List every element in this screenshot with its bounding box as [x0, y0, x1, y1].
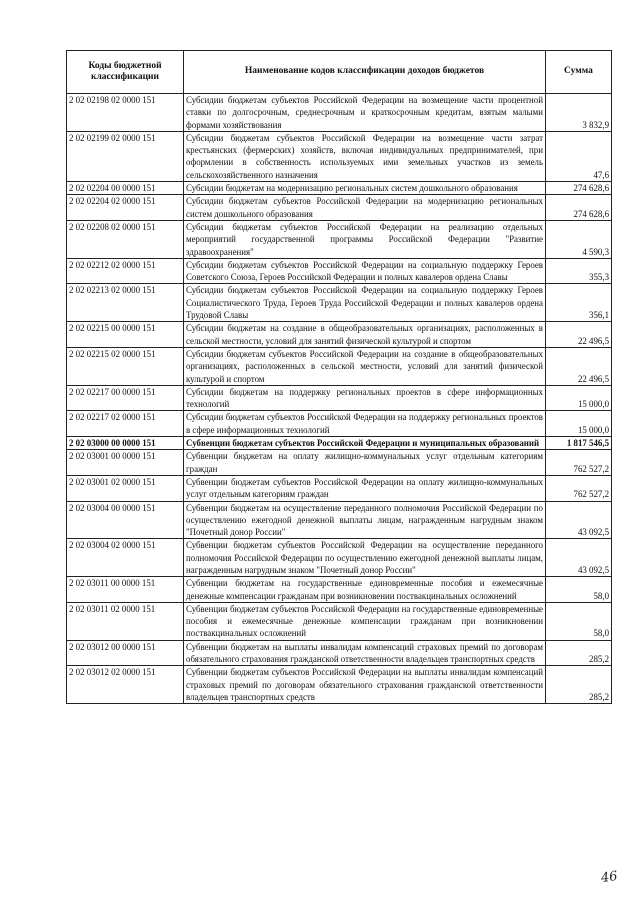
row-name: Субсидии бюджетам субъектов Российской Федерации на возмещение части затрат крестьянских (фермерских) хозяйств, включая индивидуальных предпринимателей, при оформлении в собственность используемых ими земельных участков из земель сельскохозяйственного назначения — [184, 131, 546, 181]
row-sum: 762 527,2 — [546, 475, 612, 501]
row-code: 2 02 02212 02 0000 151 — [67, 258, 184, 284]
row-sum: 355,3 — [546, 258, 612, 284]
row-code: 2 02 02198 02 0000 151 — [67, 94, 184, 132]
row-code: 2 02 03001 00 0000 151 — [67, 450, 184, 476]
row-name: Субсидии бюджетам субъектов Российской Федерации на социальную поддержку Героев Социалистического Труда, Героев Труда Российской Федерации и полных кавалеров ордена Трудовой Славы — [184, 284, 546, 322]
row-name: Субсидии бюджетам субъектов Российской Федерации на поддержку региональных проектов в сфере информационных технологий — [184, 411, 546, 437]
row-name: Субвенции бюджетам субъектов Российской Федерации на выплаты инвалидам компенсаций страховых премий по договорам обязательного страхования гражданской ответственности владельцев транспортных средств — [184, 666, 546, 704]
row-sum: 274 628,6 — [546, 182, 612, 195]
row-code: 2 02 02217 02 0000 151 — [67, 411, 184, 437]
table-row — [67, 195, 612, 221]
table-row — [67, 666, 612, 704]
row-code: 2 02 02215 00 0000 151 — [67, 322, 184, 348]
row-code: 2 02 02204 00 0000 151 — [67, 182, 184, 195]
row-sum: 15 000,0 — [546, 411, 612, 437]
row-name: Субвенции бюджетам на оплату жилищно-коммунальных услуг отдельным категориям граждан — [184, 450, 546, 476]
row-name: Субсидии бюджетам субъектов Российской Федерации на возмещение части процентной ставки по долгосрочным, среднесрочным и краткосрочным кредитам, взятым малыми формами хозяйствования — [184, 94, 546, 132]
budget-classification-table — [66, 50, 612, 704]
row-code: 2 02 03012 02 0000 151 — [67, 666, 184, 704]
table-row — [67, 94, 612, 132]
row-code: 2 02 02208 02 0000 151 — [67, 220, 184, 258]
row-sum: 356,1 — [546, 284, 612, 322]
row-name: Субсидии бюджетам на поддержку региональных проектов в сфере информационных технологий — [184, 385, 546, 411]
row-name: Субвенции бюджетам субъектов Российской Федерации и муниципальных образований — [184, 437, 546, 450]
row-name: Субвенции бюджетам на государственные единовременные пособия и ежемесячные денежные компенсации гражданам при возникновении поствакцинальных осложнений — [184, 577, 546, 603]
row-name: Субсидии бюджетам субъектов Российской Федерации на создание в общеобразовательных организациях, расположенных в сельской местности, условий для занятий физической культурой и спортом — [184, 347, 546, 385]
row-name: Субсидии бюджетам на модернизацию региональных систем дошкольного образования — [184, 182, 546, 195]
row-code: 2 02 02213 02 0000 151 — [67, 284, 184, 322]
table-row — [67, 284, 612, 322]
row-name: Субсидии бюджетам субъектов Российской Федерации на реализацию отдельных мероприятий государственной программы Российской Федерации "Развитие здравоохранения" — [184, 220, 546, 258]
table-row — [67, 501, 612, 539]
table-row — [67, 602, 612, 640]
table-header-row — [67, 51, 612, 94]
row-sum: 47,6 — [546, 131, 612, 181]
row-name: Субсидии бюджетам субъектов Российской Федерации на социальную поддержку Героев Советского Союза, Героев Российской Федерации и полных кавалеров ордена Славы — [184, 258, 546, 284]
row-code: 2 02 02199 02 0000 151 — [67, 131, 184, 181]
row-sum: 762 527,2 — [546, 450, 612, 476]
row-code: 2 02 03000 00 0000 151 — [67, 437, 184, 450]
row-sum: 22 496,5 — [546, 347, 612, 385]
table-row — [67, 322, 612, 348]
table-row — [67, 258, 612, 284]
table-row — [67, 437, 612, 450]
table-row — [67, 411, 612, 437]
row-sum: 285,2 — [546, 666, 612, 704]
table-row — [67, 475, 612, 501]
row-code: 2 02 03012 00 0000 151 — [67, 640, 184, 666]
row-name: Субсидии бюджетам субъектов Российской Федерации на модернизацию региональных систем дошкольного образования — [184, 195, 546, 221]
table-row — [67, 220, 612, 258]
row-name: Субвенции бюджетам на выплаты инвалидам компенсаций страховых премий по договорам обязательного страхования гражданской ответственности владельцев транспортных средств — [184, 640, 546, 666]
row-sum: 15 000,0 — [546, 385, 612, 411]
row-sum: 43 092,5 — [546, 501, 612, 539]
row-name: Субвенции бюджетам на осуществление переданного полномочия Российской Федерации по осуществлению ежегодной денежной выплаты лицам, награжденным нагрудным знаком "Почетный донор России" — [184, 501, 546, 539]
row-code: 2 02 03011 02 0000 151 — [67, 602, 184, 640]
table-row — [67, 450, 612, 476]
row-code: 2 02 03004 02 0000 151 — [67, 539, 184, 577]
row-code: 2 02 02215 02 0000 151 — [67, 347, 184, 385]
row-sum: 3 832,9 — [546, 94, 612, 132]
page-number: 46 — [600, 868, 619, 887]
row-sum: 58,0 — [546, 602, 612, 640]
row-code: 2 02 03004 00 0000 151 — [67, 501, 184, 539]
row-code: 2 02 03011 00 0000 151 — [67, 577, 184, 603]
header-name: Наименование кодов классификации доходов бюджетов — [184, 51, 546, 94]
row-name: Субсидии бюджетам на создание в общеобразовательных организациях, расположенных в сельской местности, условий для занятий физической культурой и спортом — [184, 322, 546, 348]
row-sum: 43 092,5 — [546, 539, 612, 577]
row-name: Субвенции бюджетам субъектов Российской Федерации на осуществление переданного полномочия Российской Федерации по осуществлению ежегодной денежной выплаты лицам, награжденным нагрудным знаком "Почетный донор России" — [184, 539, 546, 577]
row-code: 2 02 03001 02 0000 151 — [67, 475, 184, 501]
budget-table-sheet — [66, 50, 611, 704]
row-sum: 285,2 — [546, 640, 612, 666]
table-row — [67, 539, 612, 577]
row-sum: 22 496,5 — [546, 322, 612, 348]
table-row — [67, 131, 612, 181]
row-sum: 4 590,3 — [546, 220, 612, 258]
header-code: Коды бюджетной классификации — [67, 51, 184, 94]
row-sum: 58,0 — [546, 577, 612, 603]
header-sum: Сумма — [546, 51, 612, 94]
table-row — [67, 640, 612, 666]
row-name: Субвенции бюджетам субъектов Российской Федерации на оплату жилищно-коммунальных услуг отдельным категориям граждан — [184, 475, 546, 501]
row-code: 2 02 02217 00 0000 151 — [67, 385, 184, 411]
table-row — [67, 347, 612, 385]
row-code: 2 02 02204 02 0000 151 — [67, 195, 184, 221]
table-row — [67, 385, 612, 411]
row-sum: 274 628,6 — [546, 195, 612, 221]
row-name: Субвенции бюджетам субъектов Российской Федерации на государственные единовременные пособия и ежемесячные денежные компенсации гражданам при возникновении поствакцинальных осложнений — [184, 602, 546, 640]
table-row — [67, 577, 612, 603]
row-sum: 1 817 546,5 — [546, 437, 612, 450]
table-row — [67, 182, 612, 195]
